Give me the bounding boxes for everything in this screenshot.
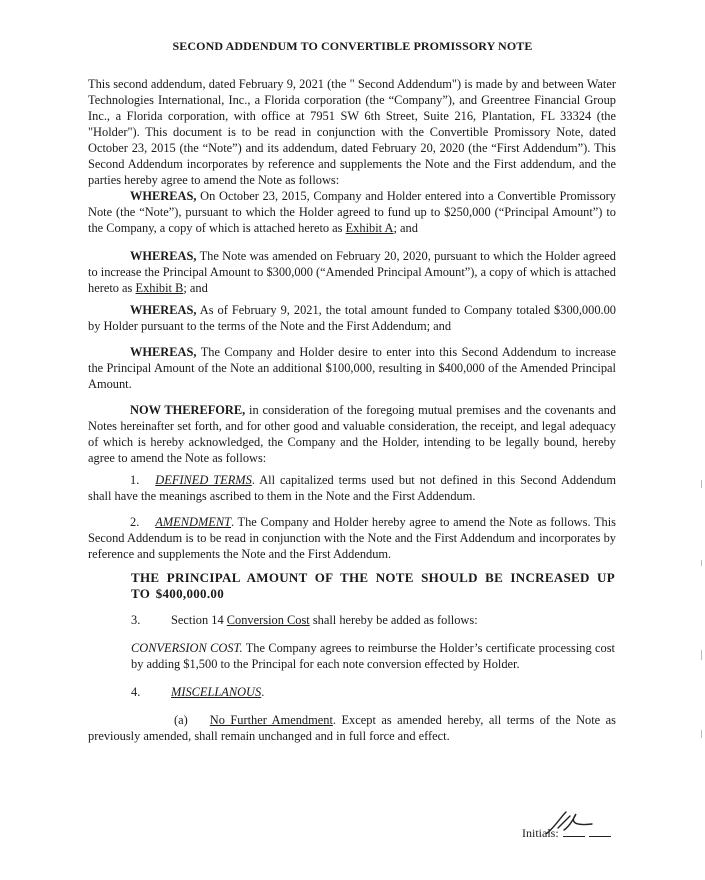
section-3-row [131, 612, 478, 628]
whereas-label: WHEREAS, [130, 345, 197, 359]
section-2-heading: AMENDMENT [155, 515, 232, 529]
whereas-paragraph-1 [88, 188, 616, 236]
initials-label: Initials: [522, 826, 559, 840]
now-therefore-text: in consideration of the foregoing mutual premises and the covenants and Notes hereinafter set forth, and for other good and valuable consideration, the receipt, and legal adequacy of which is hereby acknowledged, the Company and the Holder, intending to be legally bound, hereby agree to amend the Note as follows: [88, 403, 616, 465]
section-number: 3. [131, 613, 141, 627]
section-4a-paragraph [88, 712, 616, 744]
section-4-heading: MISCELLANOUS [171, 685, 262, 699]
whereas-label: WHEREAS, [130, 303, 197, 317]
no-further-amendment-heading: No Further Amendment [209, 713, 333, 727]
whereas-paragraph-4 [88, 344, 616, 392]
scan-edge-marks [700, 470, 703, 770]
whereas-paragraph-3 [88, 302, 616, 334]
section-1-heading: DEFINED TERMS [155, 473, 252, 487]
section-number: 2. [130, 515, 140, 529]
section-4-dot: . [261, 685, 265, 699]
now-therefore-paragraph [88, 402, 616, 466]
whereas-text: On October 23, 2015, Company and Holder entered into a Convertible Promissory Note (the “Note”), pursuant to which the Holder agreed to fund up to $250,000 (“Principal Amount”) to the Company, a copy of which is attached hereto as [88, 189, 616, 235]
principal-increase-statement: THE PRINCIPAL AMOUNT OF THE NOTE SHOULD BE INCREASED UP TO $400,000.00 [131, 570, 615, 601]
section-3-prefix: Section 14 [171, 613, 224, 627]
section-2-text: . The Company and Holder hereby agree to amend the Note as follows. This Second Addendum is to be read in conjunction with the Note and the First Addendum and incorporates by reference and supplements the Note and the First Addendum. [88, 515, 616, 561]
whereas-label: WHEREAS, [130, 189, 197, 203]
conversion-cost-paragraph [131, 640, 615, 672]
section-4a-text: . Except as amended hereby, all terms of the Note as previously amended, shall remain unchanged and in full force and effect. [88, 713, 616, 743]
exhibit-a-link: Exhibit A [345, 221, 394, 235]
section-1-paragraph [88, 472, 616, 504]
conversion-cost-heading: CONVERSION COST. [131, 641, 243, 655]
document-title: SECOND ADDENDUM TO CONVERTIBLE PROMISSORY NOTE [172, 39, 533, 53]
section-3-suffix: shall hereby be added as follows: [312, 613, 478, 627]
whereas-tail: ; and [393, 221, 418, 235]
subsection-label: (a) [174, 713, 188, 727]
conversion-cost-link: Conversion Cost [226, 613, 310, 627]
whereas-text: As of February 9, 2021, the total amount funded to Company totaled $300,000.00 by Holder pursuant to the terms of the Note and the First Addendum; and [88, 303, 617, 333]
whereas-label: WHEREAS, [130, 249, 197, 263]
now-therefore-label: NOW THEREFORE, [130, 403, 246, 417]
section-number: 4. [131, 685, 141, 699]
section-number: 1. [130, 473, 140, 487]
whereas-text: The Company and Holder desire to enter into this Second Addendum to increase the Principal Amount of the Note an additional $100,000, resulting in $400,000 of the Amended Principal Amount. [88, 345, 617, 391]
section-1-text: . All capitalized terms used but not defined in this Second Addendum shall have the meanings ascribed to them in the Note and the First Addendum. [88, 473, 617, 503]
whereas-text: The Note was amended on February 20, 2020, pursuant to which the Holder agreed to increase the Principal Amount to $300,000 (“Amended Principal Amount”), a copy of which is attached hereto as [88, 249, 617, 295]
handwritten-initials-signature [540, 808, 610, 842]
conversion-cost-text: The Company agrees to reimburse the Holder’s certificate processing cost by adding $1,500 to the Principal for each note conversion effected by Holder. [131, 641, 615, 671]
section-4-row [131, 684, 264, 700]
whereas-paragraph-2 [88, 248, 616, 296]
whereas-tail: ; and [183, 281, 208, 295]
intro-paragraph: This second addendum, dated February 9, 2021 (the " Second Addendum") is made by and between Water Technologies International, Inc., a Florida corporation (the “Company”), and Greentree Financial Group Inc., a Florida corporation, with office at 7951 SW 6th Street, Suite 216, Plantation, FL 33324 (the "Holder"). This document is to be read in conjunction with the Convertible Promissory Note, dated October 23, 2015 (the “Note”) and its addendum, dated February 20, 2020 (the “First Addendum”). This Second Addendum incorporates by reference and supplements the Note and the First addendum, and the parties hereby agree to amend the Note as follows: [88, 77, 616, 187]
exhibit-b-link: Exhibit B [135, 281, 184, 295]
section-2-paragraph [88, 514, 616, 562]
